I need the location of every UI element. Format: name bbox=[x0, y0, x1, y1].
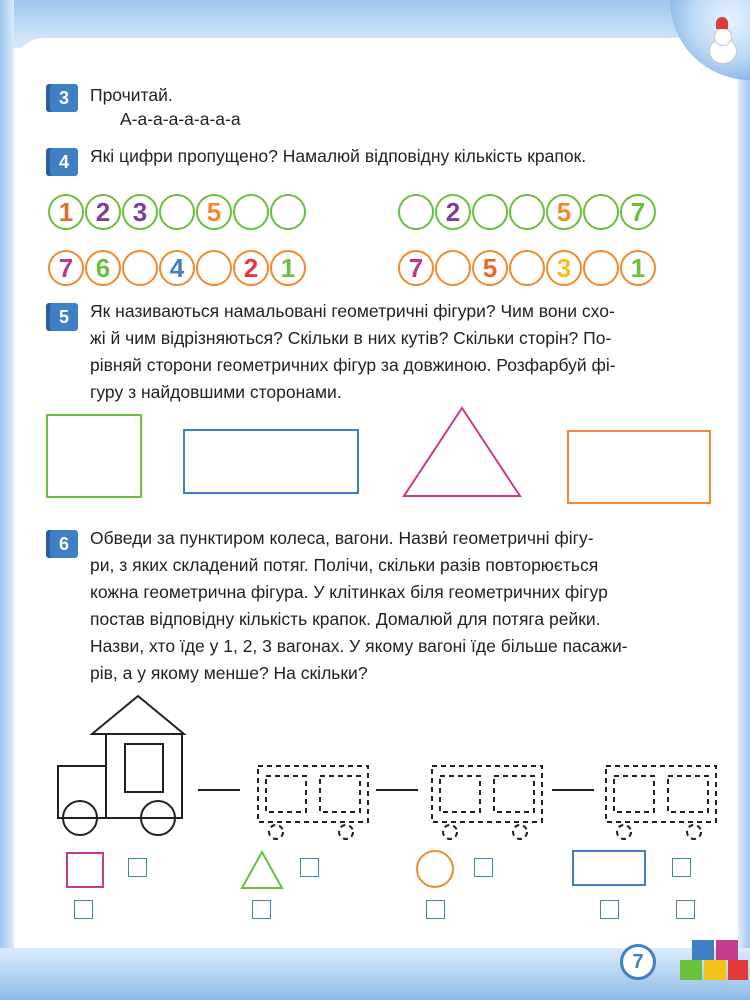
legend-square bbox=[66, 852, 104, 888]
answer-box[interactable] bbox=[252, 900, 271, 919]
square-shape bbox=[46, 414, 142, 498]
task-5-number: 5 bbox=[50, 303, 78, 331]
task-5-line-3: рівняй сторони геометричних фігур за довжиною. Розфарбуй фі- bbox=[90, 355, 616, 375]
number-circle: 7 bbox=[398, 250, 434, 286]
answer-box[interactable] bbox=[128, 858, 147, 877]
wagon-2 bbox=[432, 766, 542, 822]
task-3-letters: А-а-а-а-а-а-а-а bbox=[120, 109, 241, 129]
task-6-line-3: кожна геометрична фігура. У клітинках біля геометричних фігур bbox=[90, 582, 608, 602]
snowman-head-icon bbox=[714, 28, 732, 46]
number-circle: 5 bbox=[196, 194, 232, 230]
number-circle: 6 bbox=[85, 250, 121, 286]
empty-circle[interactable] bbox=[472, 194, 508, 230]
task-4-text: Які цифри пропущено? Намалюй відповідну кількість крапок. bbox=[90, 146, 587, 166]
wagon-3 bbox=[606, 766, 716, 822]
empty-circle[interactable] bbox=[583, 250, 619, 286]
task-6-line-2: ри, з яких складений потяг. Полічи, скільки разів повторюється bbox=[90, 555, 599, 575]
number-circle: 1 bbox=[270, 250, 306, 286]
answer-box[interactable] bbox=[426, 900, 445, 919]
legend-rectangle bbox=[572, 850, 646, 886]
task-5-line-1: Як називаються намальовані геометричні фігури? Чим вони схо- bbox=[90, 301, 615, 321]
answer-box[interactable] bbox=[672, 858, 691, 877]
cube-icon bbox=[704, 960, 726, 980]
number-circle: 2 bbox=[435, 194, 471, 230]
number-circle: 2 bbox=[233, 250, 269, 286]
train-drawing bbox=[40, 690, 720, 850]
legend-triangle bbox=[240, 850, 284, 890]
number-circle: 7 bbox=[48, 250, 84, 286]
empty-circle[interactable] bbox=[509, 250, 545, 286]
empty-circle[interactable] bbox=[233, 194, 269, 230]
rectangle-shape-blue bbox=[183, 429, 359, 494]
task-3-text: Прочитай. bbox=[90, 85, 173, 105]
number-row-2 bbox=[398, 194, 656, 230]
task-3-number: 3 bbox=[50, 84, 78, 112]
empty-circle[interactable] bbox=[509, 194, 545, 230]
empty-circle[interactable] bbox=[435, 250, 471, 286]
number-row-4 bbox=[398, 250, 656, 286]
task-4-number: 4 bbox=[50, 148, 78, 176]
task-6-number: 6 bbox=[50, 530, 78, 558]
task-6-line-4: постав відповідну кількість крапок. Домалюй для потяга рейки. bbox=[90, 609, 601, 629]
empty-circle[interactable] bbox=[159, 194, 195, 230]
locomotive-window bbox=[125, 744, 163, 792]
number-circle: 3 bbox=[546, 250, 582, 286]
page-number: 7 bbox=[620, 944, 656, 980]
rectangle-shape-orange bbox=[567, 430, 711, 504]
empty-circle[interactable] bbox=[583, 194, 619, 230]
locomotive-roof bbox=[92, 696, 184, 734]
number-circle: 3 bbox=[122, 194, 158, 230]
empty-circle[interactable] bbox=[122, 250, 158, 286]
left-border bbox=[0, 0, 14, 1000]
number-circle: 5 bbox=[546, 194, 582, 230]
task-6-line-6: рів, а у якому менше? На скільки? bbox=[90, 663, 368, 683]
number-circle: 5 bbox=[472, 250, 508, 286]
task-5-line-2: жі й чим відрізняються? Скільки в них кутів? Скільки сторін? По- bbox=[90, 328, 612, 348]
number-circle: 4 bbox=[159, 250, 195, 286]
task-6-line-1: Обведи за пунктиром колеса, вагони. Назви́ геометричні фігу- bbox=[90, 528, 594, 548]
number-circle: 1 bbox=[48, 194, 84, 230]
legend-circle bbox=[416, 850, 454, 888]
empty-circle[interactable] bbox=[196, 250, 232, 286]
number-circle: 2 bbox=[85, 194, 121, 230]
answer-box[interactable] bbox=[474, 858, 493, 877]
cube-icon bbox=[728, 960, 748, 980]
answer-box[interactable] bbox=[300, 858, 319, 877]
answer-box[interactable] bbox=[676, 900, 695, 919]
cube-icon bbox=[692, 940, 714, 960]
number-row-3 bbox=[48, 250, 306, 286]
task-6-line-5: Назви, хто їде у 1, 2, 3 вагонах. У якому вагоні їде більше пасажи- bbox=[90, 636, 628, 656]
number-row-1 bbox=[48, 194, 306, 230]
right-border bbox=[738, 0, 750, 1000]
answer-box[interactable] bbox=[600, 900, 619, 919]
number-circle: 7 bbox=[620, 194, 656, 230]
snowman-hat-icon bbox=[716, 17, 728, 29]
task-5-line-4: гуру з найдовшими сторонами. bbox=[90, 382, 342, 402]
empty-circle[interactable] bbox=[270, 194, 306, 230]
cube-icon bbox=[680, 960, 702, 980]
number-circle: 1 bbox=[620, 250, 656, 286]
answer-box[interactable] bbox=[74, 900, 93, 919]
cube-icon bbox=[716, 940, 738, 960]
triangle-shape bbox=[400, 404, 524, 500]
empty-circle[interactable] bbox=[398, 194, 434, 230]
wagon-1 bbox=[258, 766, 368, 822]
